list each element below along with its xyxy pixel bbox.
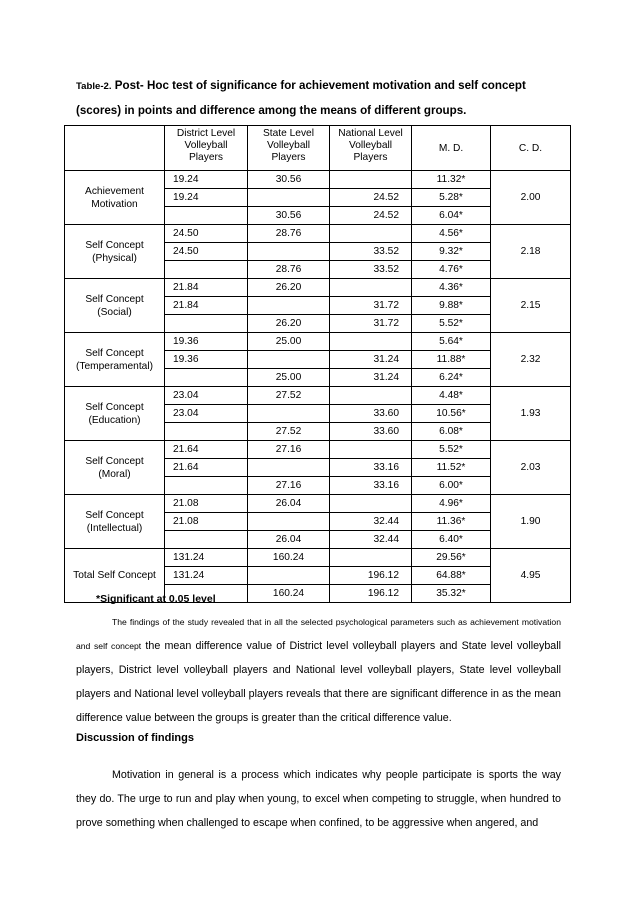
md-cell: 6.24* bbox=[412, 369, 491, 387]
state-cell: 160.24 bbox=[248, 585, 330, 603]
group-label: Self Concept (Education) bbox=[65, 387, 165, 441]
md-cell: 6.04* bbox=[412, 207, 491, 225]
state-cell: 26.20 bbox=[248, 315, 330, 333]
findings-rest: the mean difference value of District level volleyball players and State level volleyball players, District level volleyball players and National level volleyball players, State level volleyball players and National level volleyball players reveals that there are significant difference in as the mean difference value between the groups is greater than the critical difference value. bbox=[76, 640, 561, 724]
group-label: Self Concept (Intellectual) bbox=[65, 495, 165, 549]
group-label: Self Concept (Moral) bbox=[65, 441, 165, 495]
district-cell bbox=[165, 369, 248, 387]
state-cell: 27.16 bbox=[248, 441, 330, 459]
district-cell: 131.24 bbox=[165, 549, 248, 567]
md-cell: 64.88* bbox=[412, 567, 491, 585]
md-cell: 11.36* bbox=[412, 513, 491, 531]
findings-lead: The findings of the study revealed that in all the selected psychological parameters such as achievement motivation and self concept bbox=[76, 617, 561, 651]
state-cell bbox=[248, 243, 330, 261]
state-cell bbox=[248, 351, 330, 369]
md-cell: 29.56* bbox=[412, 549, 491, 567]
md-cell: 5.52* bbox=[412, 315, 491, 333]
national-cell: 196.12 bbox=[330, 567, 412, 585]
state-cell bbox=[248, 459, 330, 477]
md-cell: 5.64* bbox=[412, 333, 491, 351]
state-cell: 26.04 bbox=[248, 531, 330, 549]
national-cell: 33.16 bbox=[330, 477, 412, 495]
table-row bbox=[65, 333, 571, 351]
md-cell: 4.96* bbox=[412, 495, 491, 513]
header-cd: C. D. bbox=[491, 126, 571, 171]
district-cell bbox=[165, 261, 248, 279]
cd-cell: 2.03 bbox=[491, 441, 571, 495]
state-cell: 27.16 bbox=[248, 477, 330, 495]
header-empty bbox=[65, 126, 165, 171]
md-cell: 9.88* bbox=[412, 297, 491, 315]
table-row bbox=[65, 225, 571, 243]
md-cell: 5.28* bbox=[412, 189, 491, 207]
table-body bbox=[65, 126, 571, 603]
significance-note: *Significant at 0.05 level bbox=[96, 593, 216, 605]
table-row bbox=[65, 441, 571, 459]
district-cell bbox=[165, 531, 248, 549]
md-cell: 11.32* bbox=[412, 171, 491, 189]
national-cell: 24.52 bbox=[330, 189, 412, 207]
md-cell: 6.08* bbox=[412, 423, 491, 441]
cd-cell: 4.95 bbox=[491, 549, 571, 603]
national-cell bbox=[330, 171, 412, 189]
cd-cell: 1.90 bbox=[491, 495, 571, 549]
findings-paragraph bbox=[76, 610, 561, 730]
national-cell: 31.72 bbox=[330, 297, 412, 315]
md-cell: 4.48* bbox=[412, 387, 491, 405]
district-cell: 19.24 bbox=[165, 189, 248, 207]
district-cell: 21.08 bbox=[165, 513, 248, 531]
national-cell: 32.44 bbox=[330, 531, 412, 549]
district-cell: 21.64 bbox=[165, 459, 248, 477]
national-cell: 24.52 bbox=[330, 207, 412, 225]
national-cell: 33.60 bbox=[330, 405, 412, 423]
state-cell bbox=[248, 297, 330, 315]
md-cell: 6.40* bbox=[412, 531, 491, 549]
district-cell bbox=[165, 207, 248, 225]
national-cell bbox=[330, 225, 412, 243]
state-cell bbox=[248, 513, 330, 531]
table-row bbox=[65, 387, 571, 405]
group-label: Self Concept (Physical) bbox=[65, 225, 165, 279]
group-label: Self Concept (Social) bbox=[65, 279, 165, 333]
md-cell: 35.32* bbox=[412, 585, 491, 603]
discussion-heading: Discussion of findings bbox=[76, 732, 194, 744]
district-cell: 24.50 bbox=[165, 243, 248, 261]
district-cell: 23.04 bbox=[165, 387, 248, 405]
state-cell: 25.00 bbox=[248, 369, 330, 387]
state-cell: 27.52 bbox=[248, 387, 330, 405]
header-md: M. D. bbox=[412, 126, 491, 171]
national-cell: 31.72 bbox=[330, 315, 412, 333]
district-cell: 19.24 bbox=[165, 171, 248, 189]
national-cell: 33.52 bbox=[330, 243, 412, 261]
district-cell: 21.08 bbox=[165, 495, 248, 513]
district-cell bbox=[165, 423, 248, 441]
cd-cell: 2.32 bbox=[491, 333, 571, 387]
state-cell bbox=[248, 405, 330, 423]
national-cell bbox=[330, 387, 412, 405]
district-cell: 23.04 bbox=[165, 405, 248, 423]
table-caption bbox=[76, 74, 570, 123]
national-cell: 196.12 bbox=[330, 585, 412, 603]
header-national: National Level Volleyball Players bbox=[330, 126, 412, 171]
state-cell bbox=[248, 567, 330, 585]
md-cell: 4.76* bbox=[412, 261, 491, 279]
md-cell: 6.00* bbox=[412, 477, 491, 495]
cd-cell: 2.15 bbox=[491, 279, 571, 333]
district-cell: 24.50 bbox=[165, 225, 248, 243]
post-hoc-table bbox=[64, 125, 571, 603]
district-cell: 21.84 bbox=[165, 279, 248, 297]
table-row bbox=[65, 495, 571, 513]
md-cell: 11.52* bbox=[412, 459, 491, 477]
cd-cell: 1.93 bbox=[491, 387, 571, 441]
group-label: Achievement Motivation bbox=[65, 171, 165, 225]
state-cell: 27.52 bbox=[248, 423, 330, 441]
discussion-paragraph bbox=[76, 763, 561, 835]
cd-cell: 2.18 bbox=[491, 225, 571, 279]
header-district: District Level Volleyball Players bbox=[165, 126, 248, 171]
state-cell: 25.00 bbox=[248, 333, 330, 351]
national-cell bbox=[330, 549, 412, 567]
district-cell: 131.24 bbox=[165, 567, 248, 585]
state-cell: 28.76 bbox=[248, 225, 330, 243]
cd-cell: 2.00 bbox=[491, 171, 571, 225]
district-cell: 21.64 bbox=[165, 441, 248, 459]
md-cell: 5.52* bbox=[412, 441, 491, 459]
table-caption-text: Post- Hoc test of significance for achievement motivation and self concept (scores) in points and difference among the means of different groups. bbox=[76, 79, 526, 117]
state-cell: 26.20 bbox=[248, 279, 330, 297]
table-label: Table-2. bbox=[76, 81, 112, 92]
district-cell: 19.36 bbox=[165, 351, 248, 369]
md-cell: 10.56* bbox=[412, 405, 491, 423]
national-cell: 33.52 bbox=[330, 261, 412, 279]
district-cell: 21.84 bbox=[165, 297, 248, 315]
table-row bbox=[65, 171, 571, 189]
md-cell: 9.32* bbox=[412, 243, 491, 261]
national-cell bbox=[330, 495, 412, 513]
group-label: Total Self Concept bbox=[65, 549, 165, 603]
state-cell: 30.56 bbox=[248, 171, 330, 189]
district-cell bbox=[165, 477, 248, 495]
table-row bbox=[65, 279, 571, 297]
state-cell bbox=[248, 189, 330, 207]
district-cell bbox=[165, 315, 248, 333]
state-cell: 28.76 bbox=[248, 261, 330, 279]
national-cell bbox=[330, 441, 412, 459]
state-cell: 160.24 bbox=[248, 549, 330, 567]
national-cell: 31.24 bbox=[330, 369, 412, 387]
national-cell: 33.60 bbox=[330, 423, 412, 441]
national-cell bbox=[330, 279, 412, 297]
national-cell bbox=[330, 333, 412, 351]
table-header-row bbox=[65, 126, 571, 171]
national-cell: 32.44 bbox=[330, 513, 412, 531]
state-cell: 30.56 bbox=[248, 207, 330, 225]
state-cell: 26.04 bbox=[248, 495, 330, 513]
md-cell: 4.56* bbox=[412, 225, 491, 243]
national-cell: 33.16 bbox=[330, 459, 412, 477]
national-cell: 31.24 bbox=[330, 351, 412, 369]
group-label: Self Concept (Temperamental) bbox=[65, 333, 165, 387]
district-cell: 19.36 bbox=[165, 333, 248, 351]
header-state: State Level Volleyball Players bbox=[248, 126, 330, 171]
table-row bbox=[65, 549, 571, 567]
md-cell: 11.88* bbox=[412, 351, 491, 369]
md-cell: 4.36* bbox=[412, 279, 491, 297]
discussion-text: Motivation in general is a process which indicates why people participate is sports the way they do. The urge to run and play when young, to excel when competing to struggle, when hundred to prove something when challenged to escape when confined, to be aggressive when angered, and bbox=[76, 769, 561, 829]
